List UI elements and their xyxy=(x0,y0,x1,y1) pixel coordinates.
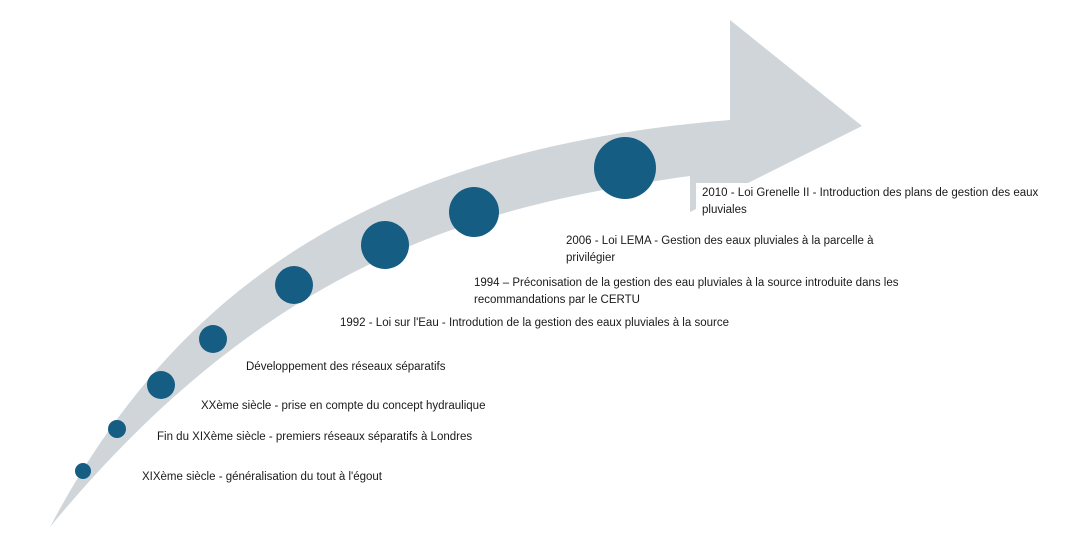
milestone-label-2: Fin du XIXème siècle - premiers réseaux séparatifs à Londres xyxy=(157,431,473,443)
milestone-label-8: 2010 - Loi Grenelle II - Introduction des plans de gestion des eaux pluviales xyxy=(696,183,1058,223)
milestone-dot-7 xyxy=(449,187,499,237)
milestone-dot-2 xyxy=(108,420,126,438)
milestone-label-3: XXème siècle - prise en compte du concept hydraulique xyxy=(201,400,486,412)
milestone-dot-4 xyxy=(199,325,227,353)
milestone-dot-1 xyxy=(75,463,91,479)
milestone-dot-6 xyxy=(361,221,409,269)
milestone-label-4: Développement des réseaux séparatifs xyxy=(246,361,446,373)
milestone-label-7: 2006 - Loi LEMA - Gestion des eaux pluviales à la parcelle à privilégier xyxy=(560,231,917,271)
milestone-label-1: XIXème siècle - généralisation du tout à l'égout xyxy=(142,471,383,483)
milestone-dot-3 xyxy=(147,371,175,399)
milestone-label-5: 1992 - Loi sur l'Eau - Introdution de la gestion des eaux pluviales à la source xyxy=(340,317,729,329)
milestone-dot-5 xyxy=(275,266,313,304)
milestone-dot-8 xyxy=(594,137,656,199)
milestone-label-6: 1994 – Préconisation de la gestion des eau pluviales à la source introduite dans les recommandations par le CERTU xyxy=(468,273,960,313)
